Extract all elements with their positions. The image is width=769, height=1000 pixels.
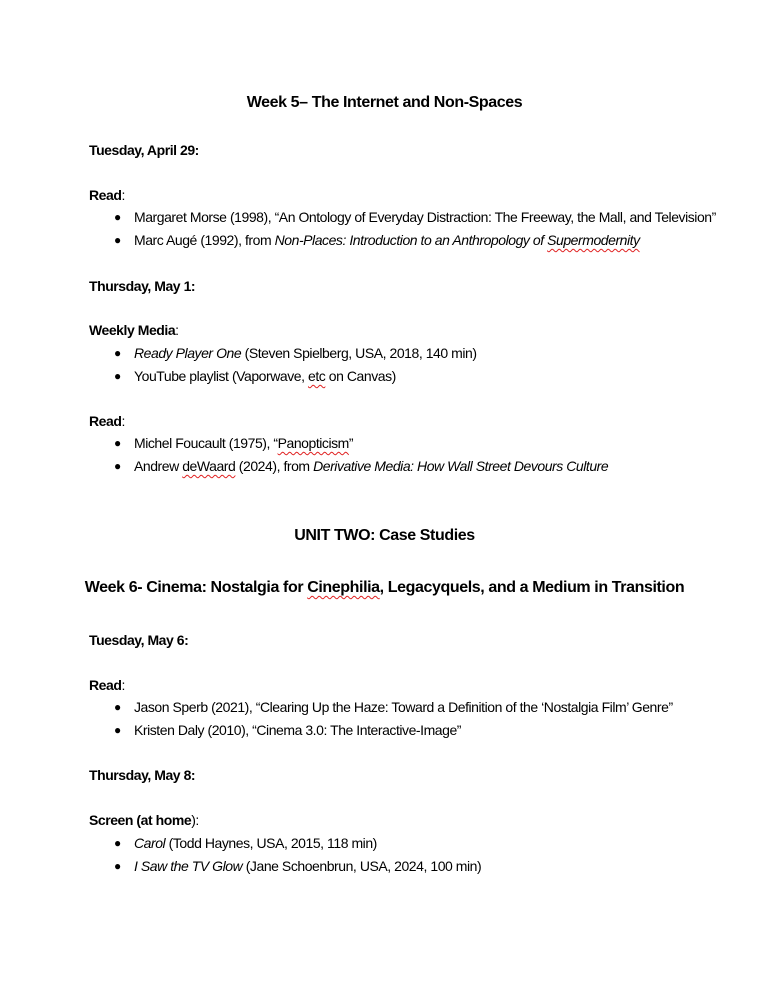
reading-item: Kristen Daly (2010), “Cinema 3.0: The Interactive-Image”: [134, 722, 462, 738]
bullet-icon: ●: [114, 210, 122, 224]
bullet-icon: ●: [114, 723, 122, 737]
reading-item: Andrew deWaard (2024), from Derivative Media: How Wall Street Devours Culture: [134, 458, 609, 474]
media-item: YouTube playlist (Vaporwave, etc on Canvas): [134, 368, 396, 384]
week5-tuesday-read-label: Read:: [89, 187, 125, 203]
spellcheck-flagged-word: Panopticism: [277, 435, 349, 451]
bullet-icon: ●: [114, 836, 122, 850]
media-item: Ready Player One (Steven Spielberg, USA, 2018, 140 min): [134, 345, 477, 361]
reading-item: Jason Sperb (2021), “Clearing Up the Haze: Toward a Definition of the ‘Nostalgia Film’ Genre”: [134, 699, 673, 715]
spellcheck-flagged-word: Supermodernity: [547, 232, 640, 248]
spellcheck-flagged-word: Cinephilia: [307, 579, 380, 596]
week6-thursday-screen-label: Screen (at home):: [89, 812, 199, 828]
screening-item: I Saw the TV Glow (Jane Schoenbrun, USA, 2024, 100 min): [134, 858, 482, 874]
reading-item: Margaret Morse (1998), “An Ontology of Everyday Distraction: The Freeway, the Mall, and Television”: [134, 209, 716, 225]
bullet-icon: ●: [114, 436, 122, 450]
week5-thursday-media-label: Weekly Media:: [89, 322, 179, 338]
week6-tuesday-date: Tuesday, May 6:: [89, 632, 189, 648]
week5-thursday-read-label: Read:: [89, 413, 125, 429]
screening-item: Carol (Todd Haynes, USA, 2015, 118 min): [134, 835, 377, 851]
bullet-icon: ●: [114, 859, 122, 873]
week5-heading: Week 5– The Internet and Non-Spaces: [246, 94, 523, 111]
week5-thursday-date: Thursday, May 1:: [89, 278, 196, 294]
bullet-icon: ●: [114, 233, 122, 247]
week5-tuesday-date: Tuesday, April 29:: [89, 142, 199, 158]
spellcheck-flagged-word: etc: [307, 368, 326, 384]
unit-two-heading: UNIT TWO: Case Studies: [294, 527, 475, 544]
week6-heading: Week 6- Cinema: Nostalgia for Cinephilia, Legacyquels, and a Medium in Transition: [84, 579, 685, 596]
bullet-icon: ●: [114, 369, 122, 383]
reading-item: Michel Foucault (1975), “Panopticism”: [134, 435, 354, 451]
bullet-icon: ●: [114, 700, 122, 714]
spellcheck-flagged-word: deWaard: [182, 458, 236, 474]
week6-thursday-date: Thursday, May 8:: [89, 767, 196, 783]
week6-tuesday-read-label: Read:: [89, 677, 125, 693]
bullet-icon: ●: [114, 346, 122, 360]
reading-item: Marc Augé (1992), from Non-Places: Introduction to an Anthropology of Supermodernity: [134, 232, 640, 248]
bullet-icon: ●: [114, 459, 122, 473]
